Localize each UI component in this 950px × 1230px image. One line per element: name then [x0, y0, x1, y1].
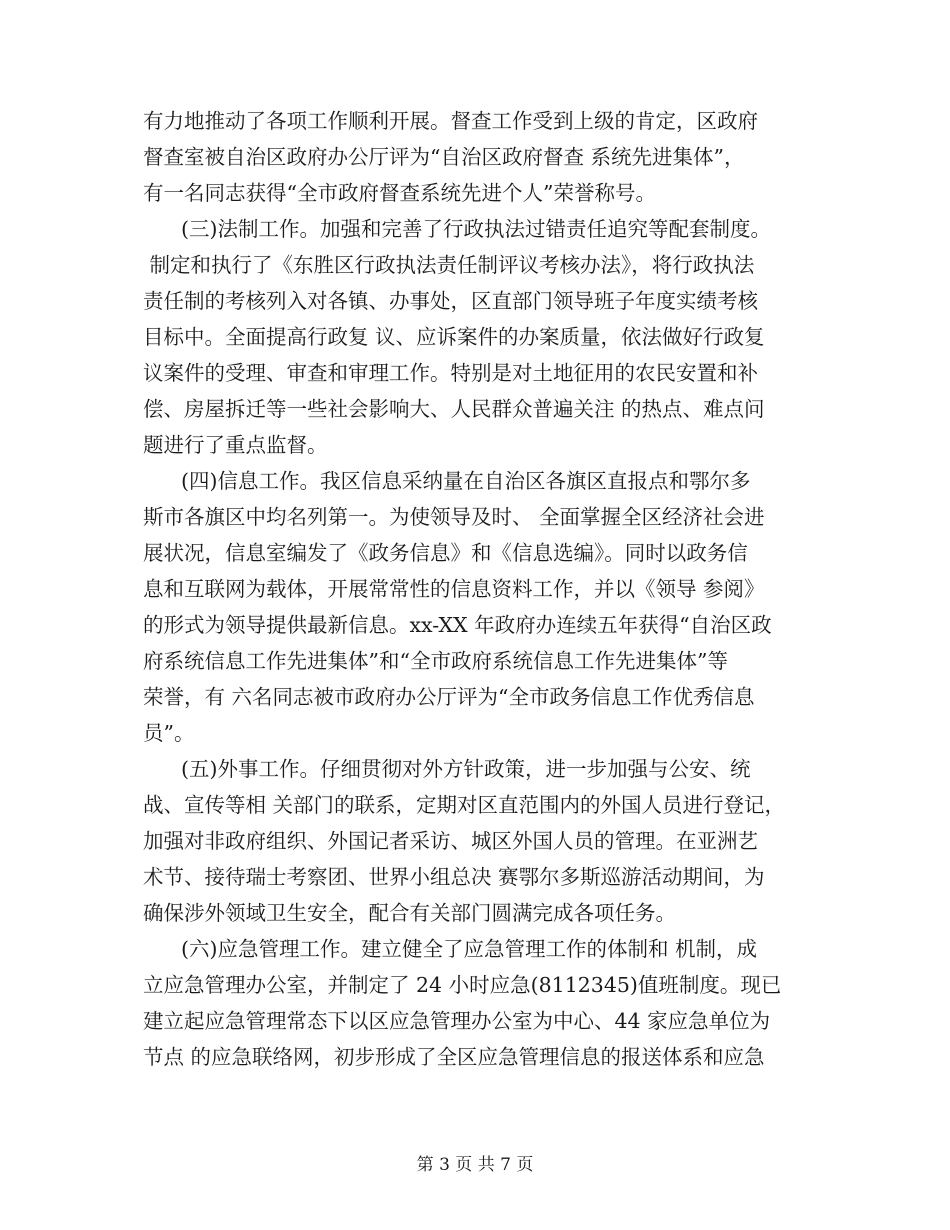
text-line: 的形式为领导提供最新信息。xx-XX 年政府办连续五年获得“自治区政 [143, 613, 772, 637]
text-line: 制定和执行了《东胜区行政执法责任制评议考核办法》，将行政执法 [143, 253, 755, 277]
text-line: 责任制的考核列入对各镇、办事处，区直部门领导班子年度实绩考核 [143, 289, 758, 313]
text-line: 员”。 [143, 721, 195, 745]
document-body [143, 103, 823, 1075]
text-line: 议案件的受理、审查和审理工作。特别是对土地征用的农民安置和补 [143, 361, 758, 385]
text-line: 立应急管理办公室，并制定了 24 小时应急(8112345)值班制度。现已 [143, 973, 782, 997]
text-line: 荣誉，有 六名同志被市政府办公厅评为“全市政务信息工作优秀信息 [143, 685, 755, 709]
text-line: 建立起应急管理常态下以区应急管理办公室为中心、44 家应急单位为 [143, 1009, 771, 1033]
section-heading-line: (五)外事工作。仔细贯彻对外方针政策，进一步加强与公安、统 [181, 757, 751, 781]
text-line: 加强对非政府组织、外国记者采访、城区外国人员的管理。在亚洲艺 [143, 829, 758, 853]
section-heading-line: (三)法制工作。加强和完善了行政执法过错责任追究等配套制度。 [181, 217, 771, 241]
section-heading-line: (四)信息工作。我区信息采纳量在自治区各旗区直报点和鄂尔多 [181, 469, 751, 493]
text-line: 展状况，信息室编发了《政务信息》和《信息选编》。同时以政务信 [143, 541, 748, 565]
page-number-footer: 第 3 页 共 7 页 [416, 1155, 534, 1175]
section-heading-line: (六)应急管理工作。建立健全了应急管理工作的体制和 机制，成 [181, 937, 758, 961]
text-line: 督查室被自治区政府办公厅评为“自治区政府督查 系统先进集体”， [143, 145, 745, 169]
text-line: 战、宣传等相 关部门的联系，定期对区直范围内的外国人员进行登记， [143, 793, 786, 817]
text-line: 有一名同志获得“全市政府督查系统先进个人”荣誉称号。 [143, 181, 656, 205]
text-line: 确保涉外领域卫生安全，配合有关部门圆满完成各项任务。 [143, 901, 676, 925]
text-line: 府系统信息工作先进集体”和“全市政府系统信息工作先进集体”等 [143, 649, 728, 673]
text-line: 斯市各旗区中均名列第一。为使领导及时、 全面掌握全区经济社会进 [143, 505, 765, 529]
text-line: 题进行了重点监督。 [143, 433, 328, 457]
text-line: 节点 的应急联络网，初步形成了全区应急管理信息的报送体系和应急 [143, 1045, 765, 1069]
text-line: 偿、房屋拆迁等一些社会影响大、人民群众普遍关注 的热点、难点问 [143, 397, 765, 421]
text-line: 术节、接待瑞士考察团、世界小组总决 赛鄂尔多斯巡游活动期间，为 [143, 865, 765, 889]
text-line: 有力地推动了各项工作顺利开展。督查工作受到上级的肯定，区政府 [143, 109, 758, 133]
text-line: 息和互联网为载体，开展常常性的信息资料工作，并以《领导 参阅》 [143, 577, 765, 601]
text-line: 目标中。全面提高行政复 议、应诉案件的办案质量，依法做好行政复 [143, 325, 765, 349]
